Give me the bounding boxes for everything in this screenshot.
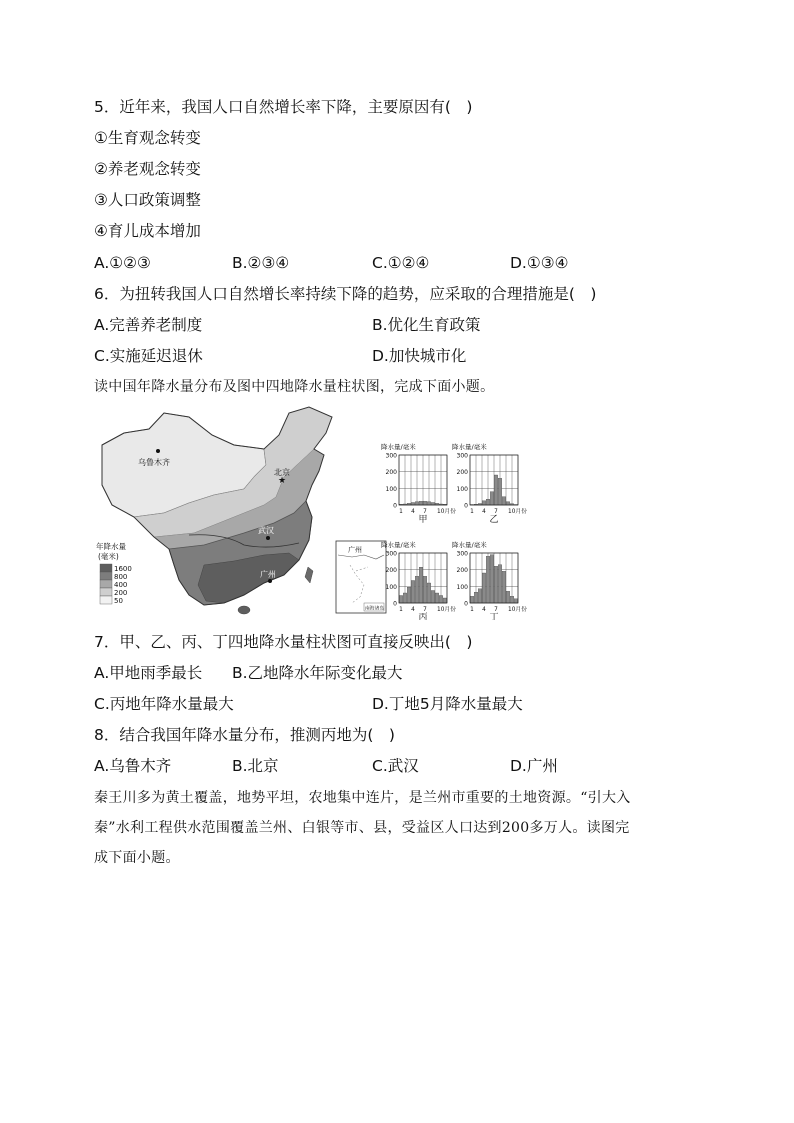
chart-1-xtick: 7 bbox=[423, 509, 427, 515]
q5-stem: 5．近年来，我国人口自然增长率下降，主要原因有( ) bbox=[94, 98, 473, 116]
chart-1-ytick: 0 bbox=[393, 502, 397, 510]
chart-3-ytick: 200 bbox=[385, 567, 397, 575]
chart-4-bar bbox=[510, 596, 513, 603]
city-guangzhou-marker bbox=[268, 579, 272, 583]
q6-option-a[interactable]: A.完善养老制度 bbox=[94, 316, 203, 334]
chart-2-bar bbox=[494, 475, 497, 505]
chart-4-ytick: 300 bbox=[456, 550, 468, 558]
chart-1-bar bbox=[423, 501, 426, 505]
chart-3-label: 丙 bbox=[418, 613, 428, 620]
chart-1-xtick: 4 bbox=[411, 509, 415, 515]
chart-3-bar bbox=[415, 576, 418, 603]
chart-3-ytick: 300 bbox=[385, 550, 397, 558]
chart-4-bar bbox=[490, 555, 493, 603]
chart-4-bar bbox=[474, 592, 477, 603]
q5-option-b[interactable]: B.②③④ bbox=[232, 254, 290, 272]
intro-precipitation: 读中国年降水量分布及图中四地降水量柱状图，完成下面小题。 bbox=[94, 379, 495, 395]
q6-option-d[interactable]: D.加快城市化 bbox=[372, 347, 467, 365]
q8-option-b[interactable]: B.北京 bbox=[232, 757, 279, 775]
chart-3-xtick: 10月份 bbox=[437, 607, 456, 613]
chart-2-ytick: 200 bbox=[456, 469, 468, 477]
legend-value-400: 400 bbox=[114, 581, 128, 589]
q6-option-c[interactable]: C.实施延迟退休 bbox=[94, 347, 203, 365]
chart-2-ylabel: 降水量/毫米 bbox=[452, 443, 487, 451]
chart-3-bar bbox=[435, 593, 438, 603]
precipitation-figure bbox=[94, 405, 544, 620]
chart-2-ytick: 300 bbox=[456, 452, 468, 460]
chart-4-xtick: 7 bbox=[494, 607, 498, 613]
q7-stem: 7．甲、乙、丙、丁四地降水量柱状图可直接反映出( ) bbox=[94, 633, 473, 651]
chart-1-xtick: 1 bbox=[399, 509, 403, 515]
chart-3-xtick: 4 bbox=[411, 607, 415, 613]
figure-svg bbox=[94, 405, 544, 620]
chart-1-bar bbox=[427, 502, 430, 505]
chart-3-bar bbox=[427, 583, 430, 603]
chart-4-label: 丁 bbox=[489, 613, 499, 620]
city-urumqi-label: 乌鲁木齐 bbox=[138, 458, 170, 467]
city-beijing-marker: ★ bbox=[278, 476, 287, 486]
chart-3-bar bbox=[431, 591, 434, 604]
chart-1-ytick: 100 bbox=[385, 485, 397, 493]
q7-option-a[interactable]: A.甲地雨季最长 bbox=[94, 664, 203, 682]
chart-4-bar bbox=[486, 556, 489, 603]
chart-2-bar bbox=[498, 478, 501, 505]
q8-option-c[interactable]: C.武汉 bbox=[372, 757, 419, 775]
chart-2-bar bbox=[490, 492, 493, 505]
q5-option-a[interactable]: A.①②③ bbox=[94, 254, 151, 272]
chart-4-xtick: 10月份 bbox=[508, 607, 527, 613]
chart-1-bar bbox=[431, 503, 434, 506]
q8-option-a[interactable]: A.乌鲁木齐 bbox=[94, 757, 172, 775]
chart-3-bar bbox=[419, 567, 422, 603]
chart-2-bar bbox=[486, 499, 489, 505]
city-beijing-label: 北京 bbox=[274, 468, 290, 477]
chart-3-bar bbox=[423, 576, 426, 603]
city-wuhan-label: 武汉 bbox=[258, 526, 274, 535]
q7-option-b[interactable]: B.乙地降水年际变化最大 bbox=[232, 664, 403, 682]
map-taiwan-island bbox=[305, 567, 313, 583]
legend-swatch-400 bbox=[100, 580, 112, 588]
legend-value-1600: 1600 bbox=[114, 565, 132, 573]
q5-option-d[interactable]: D.①③④ bbox=[510, 254, 569, 272]
intro-qinwangchuan-line-1: 秦王川多为黄土覆盖，地势平坦，农地集中连片，是兰州市重要的土地资源。“引大入 bbox=[94, 790, 631, 806]
chart-3-ytick: 0 bbox=[393, 600, 397, 608]
q8-stem: 8．结合我国年降水量分布，推测丙地为( ) bbox=[94, 726, 395, 744]
chart-2-bar bbox=[506, 502, 509, 505]
map-hainan-island bbox=[238, 606, 250, 614]
chart-4-ylabel: 降水量/毫米 bbox=[452, 541, 487, 549]
legend-value-200: 200 bbox=[114, 589, 128, 597]
chart-4-bar bbox=[470, 596, 473, 603]
city-urumqi-marker bbox=[156, 449, 160, 453]
chart-3-ytick: 100 bbox=[385, 583, 397, 591]
chart-1-ytick: 200 bbox=[385, 469, 397, 477]
inset-label: 广州 bbox=[348, 546, 362, 554]
chart-4-bar bbox=[498, 565, 501, 603]
intro-qinwangchuan-line-2: 秦”水利工程供水范围覆盖兰州、白银等市、县，受益区人口达到200多万人。读图完 bbox=[94, 820, 630, 836]
city-guangzhou-label: 广州 bbox=[260, 570, 276, 579]
chart-2-label: 乙 bbox=[489, 515, 499, 525]
legend-title: 年降水量 bbox=[96, 542, 126, 551]
precipitation-bar-charts bbox=[381, 442, 527, 620]
q6-stem: 6．为扭转我国人口自然增长率持续下降的趋势，应采取的合理措施是( ) bbox=[94, 285, 597, 303]
q8-option-d[interactable]: D.广州 bbox=[510, 757, 558, 775]
chart-3-bar bbox=[403, 593, 406, 603]
chart-4-xtick: 4 bbox=[482, 607, 486, 613]
chart-3-bar bbox=[411, 581, 414, 604]
q5-item-2: ②养老观念转变 bbox=[94, 160, 201, 178]
legend-value-50: 50 bbox=[114, 597, 123, 605]
china-precipitation-map bbox=[96, 407, 386, 614]
chart-4-bar bbox=[502, 571, 505, 603]
q5-item-4: ④育儿成本增加 bbox=[94, 222, 201, 240]
chart-2-xtick: 4 bbox=[482, 509, 486, 515]
q5-item-1: ①生育观念转变 bbox=[94, 129, 201, 147]
chart-2-ytick: 100 bbox=[456, 485, 468, 493]
intro-qinwangchuan-line-3: 成下面小题。 bbox=[94, 850, 180, 866]
inset-note: 南海诸岛 bbox=[365, 606, 385, 612]
chart-3-xtick: 7 bbox=[423, 607, 427, 613]
legend-unit: (毫米) bbox=[98, 552, 119, 561]
legend-swatch-200 bbox=[100, 588, 112, 596]
chart-4-bar bbox=[506, 591, 509, 603]
q7-option-d[interactable]: D.丁地5月降水量最大 bbox=[372, 695, 523, 713]
legend-swatch-50 bbox=[100, 596, 112, 604]
chart-4-ytick: 0 bbox=[464, 600, 468, 608]
chart-3-bar bbox=[407, 587, 410, 603]
chart-3-bar bbox=[443, 598, 446, 603]
chart-4-ytick: 200 bbox=[456, 567, 468, 575]
q7-option-c[interactable]: C.丙地年降水量最大 bbox=[94, 695, 234, 713]
legend-swatch-1600 bbox=[100, 564, 112, 572]
chart-3-ylabel: 降水量/毫米 bbox=[381, 541, 416, 549]
chart-1-ylabel: 降水量/毫米 bbox=[381, 443, 416, 451]
chart-4-bar bbox=[514, 599, 517, 603]
chart-4-bar bbox=[482, 573, 485, 603]
chart-1-bar bbox=[419, 501, 422, 505]
chart-2-xtick: 10月份 bbox=[508, 509, 527, 515]
chart-3-xtick: 1 bbox=[399, 607, 403, 613]
chart-3-bar bbox=[439, 596, 442, 604]
city-wuhan-marker bbox=[266, 536, 270, 540]
q5-item-3: ③人口政策调整 bbox=[94, 191, 201, 209]
chart-1-label: 甲 bbox=[418, 515, 428, 525]
q5-option-c[interactable]: C.①②④ bbox=[372, 254, 430, 272]
chart-1-bar bbox=[415, 502, 418, 505]
chart-2-bar bbox=[502, 497, 505, 505]
chart-4-ytick: 100 bbox=[456, 583, 468, 591]
legend-value-800: 800 bbox=[114, 573, 128, 581]
chart-4-bar bbox=[494, 566, 497, 603]
chart-4-bar bbox=[478, 589, 481, 603]
chart-3-bar bbox=[399, 596, 402, 604]
chart-2-xtick: 7 bbox=[494, 509, 498, 515]
chart-4-xtick: 1 bbox=[470, 607, 474, 613]
q6-option-b[interactable]: B.优化生育政策 bbox=[372, 316, 481, 334]
chart-1-xtick: 10月份 bbox=[437, 509, 456, 515]
chart-2-ytick: 0 bbox=[464, 502, 468, 510]
legend-swatch-800 bbox=[100, 572, 112, 580]
chart-1-bar bbox=[411, 503, 414, 506]
chart-2-xtick: 1 bbox=[470, 509, 474, 515]
chart-1-ytick: 300 bbox=[385, 452, 397, 460]
chart-2-bar bbox=[482, 501, 485, 505]
